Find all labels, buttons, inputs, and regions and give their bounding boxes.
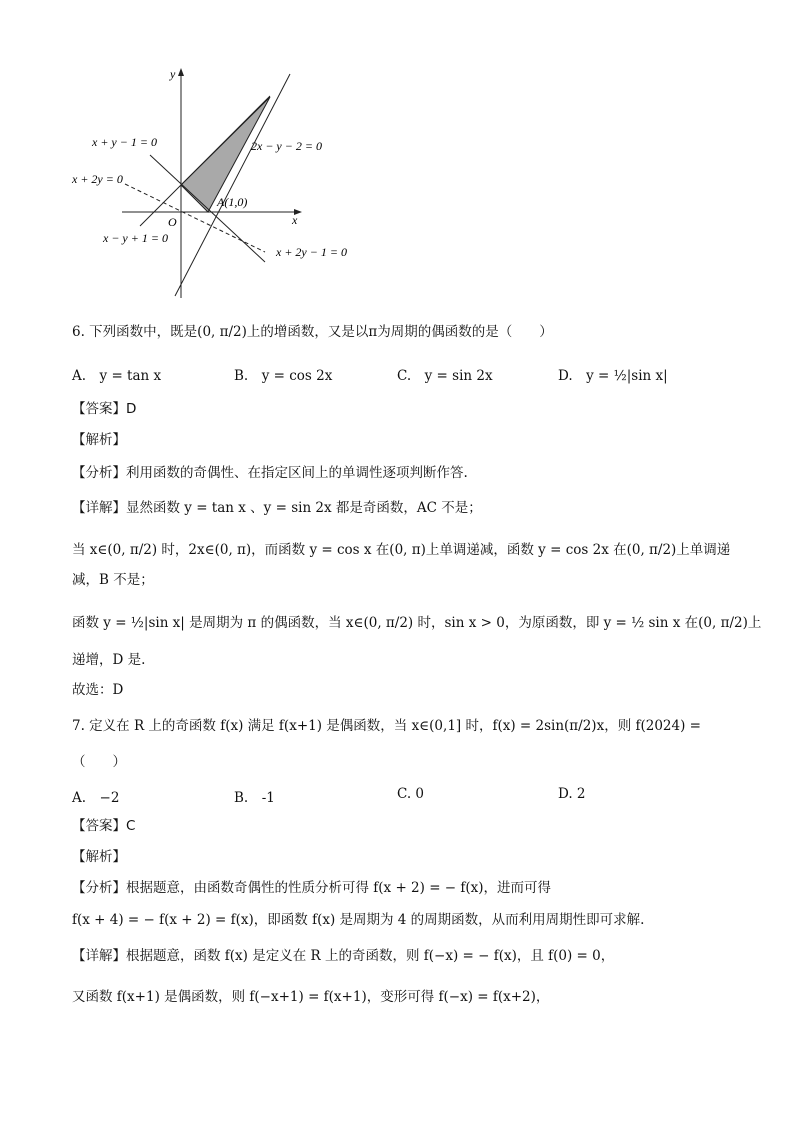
label-line-2: 2x − y − 2 = 0 xyxy=(251,139,322,153)
q7-option-b: B. -1 xyxy=(234,790,275,806)
q6-answer: 【答案】D xyxy=(72,401,137,417)
q6-option-c: C. y = sin 2x xyxy=(397,368,493,384)
label-line-3: x + 2y = 0 xyxy=(72,172,123,186)
q6-detail-5: 递增，D 是. xyxy=(72,652,146,668)
label-origin: O xyxy=(168,215,177,229)
label-axis-x: x xyxy=(292,213,298,227)
q7-stem: 7. 定义在 R 上的奇函数 f(x) 满足 f(x+1) 是偶函数，当 x∈(0,1] 时，f(x) = 2sin(π/2)x，则 f(2024) = xyxy=(72,718,701,734)
label-line-1: x + y − 1 = 0 xyxy=(92,135,157,149)
q7-jiexi: 【解析】 xyxy=(72,849,126,865)
region-figure xyxy=(60,60,360,310)
label-axis-y: y xyxy=(170,67,176,81)
label-line-5: x + 2y − 1 = 0 xyxy=(276,245,347,259)
q6-option-a: A. y = tan x xyxy=(72,368,162,384)
q6-option-b: B. y = cos 2x xyxy=(234,368,333,384)
q7-option-a: A. −2 xyxy=(72,790,120,806)
q7-answer: 【答案】C xyxy=(72,818,136,834)
label-line-4: x − y + 1 = 0 xyxy=(103,231,168,245)
q6-detail-1: 【详解】显然函数 y = tan x 、y = sin 2x 都是奇函数，AC 不是； xyxy=(72,500,482,516)
q7-detail-1: 【详解】根据题意，函数 f(x) 是定义在 R 上的奇函数，则 f(−x) = − f(x)，且 f(0) = 0， xyxy=(72,948,615,964)
q7-option-c: C. 0 xyxy=(397,786,425,802)
q7-stem-2: （ ） xyxy=(72,754,126,770)
q6-detail-2: 当 x∈(0, π/2) 时，2x∈(0, π)，而函数 y = cos x 在(0, π)上单调递减，函数 y = cos 2x 在(0, π/2)上单调递 xyxy=(72,542,731,558)
q6-option-d: D. y = ½|sin x| xyxy=(558,368,668,384)
q7-fenxi-2: f(x + 4) = − f(x + 2) = f(x)，即函数 f(x) 是周期为 4 的周期函数，从而利用周期性即可求解. xyxy=(72,912,645,928)
q6-stem: 6. 下列函数中，既是(0, π/2)上的增函数，又是以π为周期的偶函数的是（ ） xyxy=(72,324,553,340)
q6-detail-3: 减，B 不是； xyxy=(72,572,154,588)
q6-conclusion: 故选：D xyxy=(72,682,124,698)
q6-fenxi: 【分析】利用函数的奇偶性、在指定区间上的单调性逐项判断作答. xyxy=(72,465,468,481)
label-point-a: A(1,0) xyxy=(217,195,248,209)
q7-fenxi-1: 【分析】根据题意，由函数奇偶性的性质分析可得 f(x + 2) = − f(x)，进而可得 xyxy=(72,880,552,896)
q7-detail-2: 又函数 f(x+1) 是偶函数，则 f(−x+1) = f(x+1)，变形可得 f(−x) = f(x+2)， xyxy=(72,989,550,1005)
q6-jiexi: 【解析】 xyxy=(72,432,126,448)
q6-detail-4: 函数 y = ½|sin x| 是周期为 π 的偶函数，当 x∈(0, π/2) 时，sin x > 0，为原函数，即 y = ½ sin x 在(0, π/2)上 xyxy=(72,615,762,631)
y-axis-arrow xyxy=(178,68,184,76)
q7-option-d: D. 2 xyxy=(558,786,586,802)
